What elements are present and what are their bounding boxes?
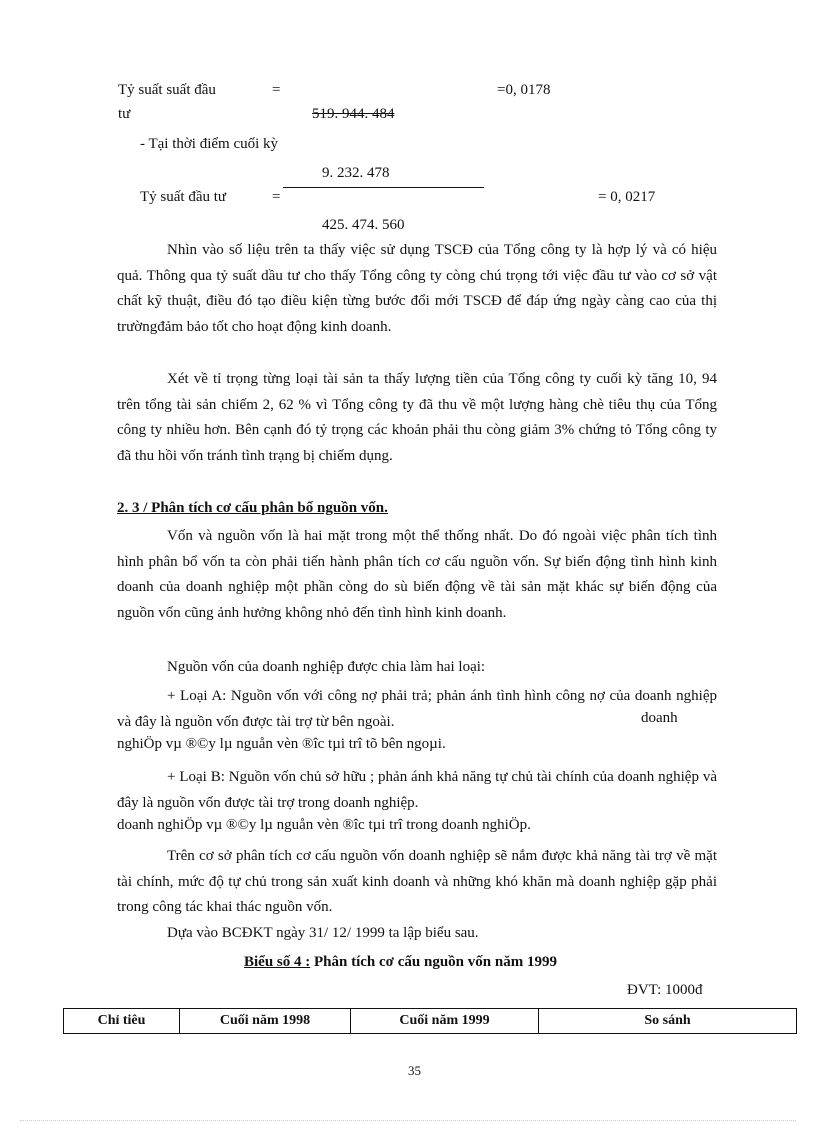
ratio-result: =0, 0178 xyxy=(497,82,551,98)
ratio-label-2: Tỷ suất đầu tư xyxy=(140,189,227,205)
capital-structure-table xyxy=(63,1008,797,1034)
header-cell-end-1998: Cuối năm 1998 xyxy=(180,1009,351,1034)
ratio-result-2: = 0, 0217 xyxy=(598,189,656,205)
paragraph-balance-sheet-ref: Dựa vào BCĐKT ngày 31/ 12/ 1999 ta lập biểu sau. xyxy=(167,925,479,941)
page-bottom-divider xyxy=(20,1120,796,1121)
paragraph-type-b: + Loại B: Nguồn vốn chủ sở hữu ; phản ánh khả năng tự chủ tài chính của doanh nghiệp và đây là nguồn vốn được tài trợ trong doanh nghiệp. xyxy=(117,769,717,811)
page-number: 35 xyxy=(408,1063,421,1078)
ratio-label-line1: Tỷ suất suất đầu xyxy=(118,82,216,98)
paragraph-fixed-asset-analysis: Nhìn vào số liệu trên ta thấy việc sử dụng TSCĐ của Tổng công ty là hợp lý và có hiệu quả. Thông qua tỷ suất dầu tư cho thấy Tổng công ty còng chú trọng tới việc đầu tư vào cơ sở vật chất kỹ thuật, điều đó tạo điều kiện từng bước đổi mới TSCĐ để đáp ứng ngày càng cao của thị trườngđảm bảo tốt cho hoạt động kinh doanh. xyxy=(117,242,717,336)
header-cell-comparison: So sánh xyxy=(539,1009,797,1034)
table-title xyxy=(244,954,557,971)
header-cell-indicator: Chỉ tiêu xyxy=(64,1009,180,1034)
garbled-text-a: nghiÖp vµ ®©y lµ nguån vèn ®îc tµi trî tõ bên ngoµi. xyxy=(117,736,446,752)
ratio-denominator-2: 425. 474. 560 xyxy=(322,217,405,233)
table-title-rest: Phân tích cơ cấu nguồn vốn năm 1999 xyxy=(310,954,557,970)
ratio-equals-sign-2: = xyxy=(272,189,281,205)
paragraph-capital-sources: Vốn và nguồn vốn là hai mặt trong một thể thống nhất. Do đó ngoài việc phân tích tình hình phân bổ vốn ta còn phải tiến hành phân tích cơ cấu nguồn vốn. Sự biến động tình hình kinh doanh của doanh nghiệp một phần còng do sù biến động về tài sản mặt khác sự biến động của nguồn vốn cũng ảnh hưởng không nhỏ đến tình hình kinh doanh. xyxy=(117,528,717,622)
paragraph-analysis-basis: Trên cơ sở phân tích cơ cấu nguồn vốn doanh nghiệp sẽ nắm được khả năng tài trợ về mặt tài chính, mức độ tự chủ trong sản xuất kinh doanh và những khó khăn mà doanh nghiệp gặp phải trong công tác khai thác nguồn vốn. xyxy=(117,848,717,916)
ratio-numerator-2: 9. 232. 478 xyxy=(322,165,390,181)
overlap-text-doanh: doanh xyxy=(641,710,678,726)
header-cell-end-1999: Cuối năm 1999 xyxy=(351,1009,539,1034)
unit-label: ĐVT: 1000đ xyxy=(627,982,703,998)
ratio-denominator: 519. 944. 484 xyxy=(312,106,395,122)
ratio-equals-sign: = xyxy=(272,82,281,98)
paragraph-capital-types: Nguồn vốn của doanh nghiệp được chia làm hai loại: xyxy=(167,659,486,675)
table-title-prefix: Biểu số 4 : xyxy=(244,954,311,970)
paragraph-asset-proportion: Xét về tỉ trọng từng loại tài sản ta thấy lượng tiền của Tổng công ty cuối kỳ tăng 10, 94 trên tổng tài sản chiếm 2, 62 % vì Tổng công ty đã thu về một lượng hàng chè tiêu thụ của Tổng công ty nhiều hơn. Bên cạnh đó tỷ trọng các khoản phải thu còng giảm 3% chứng tỏ Tổng công ty đã thu hồi vốn tránh tình trạng bị chiếm dụng. xyxy=(117,371,717,465)
fraction-bar xyxy=(283,187,484,188)
section-heading: 2. 3 / Phân tích cơ cấu phân bổ nguồn vốn. xyxy=(117,500,388,516)
end-period-label: - Tại thời điểm cuối kỳ xyxy=(140,136,279,152)
ratio-label-line2: tư xyxy=(118,106,131,122)
garbled-text-b: doanh nghiÖp vµ ®©y lµ nguån vèn ®îc tµi trî trong doanh nghiÖp. xyxy=(117,817,531,833)
paragraph-type-a: + Loại A: Nguồn vốn với công nợ phải trả; phản ánh tình hình công nợ của doanh nghiệp và đây là nguồn vốn được tài trợ từ bên ngoài. xyxy=(117,688,717,730)
table-header-row xyxy=(64,1009,797,1034)
